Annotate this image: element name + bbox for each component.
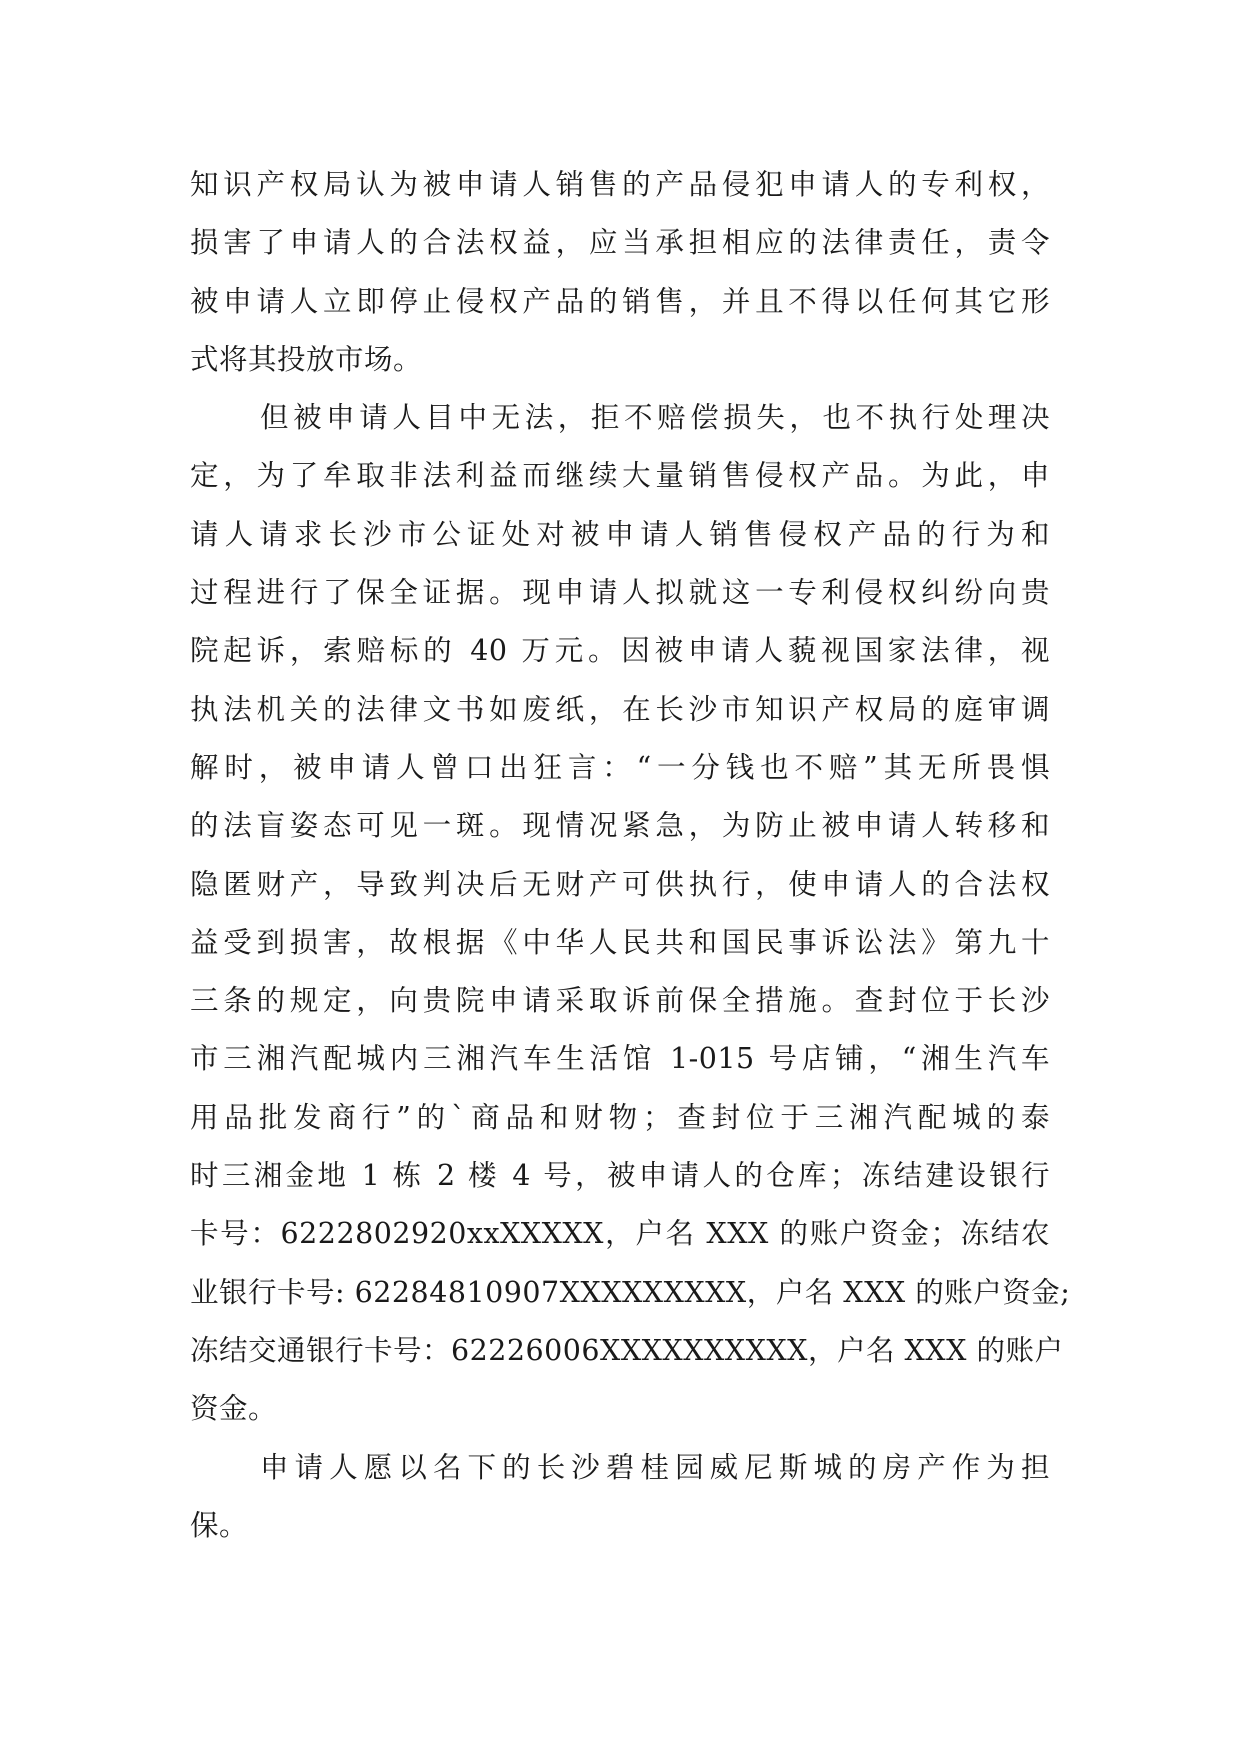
- text-line: 解时，被申请人曾口出狂言：“一分钱也不赔”其无所畏惧: [190, 750, 1050, 784]
- text-line: 业银行卡号: 62284810907XXXXXXXXX，户名 XXX 的账户资金;: [190, 1275, 1071, 1309]
- paragraph-3: [190, 1439, 1050, 1556]
- text-line: 益受到损害，故根据《中华人民共和国民事诉讼法》第九十: [190, 925, 1050, 959]
- text-line: 资金。: [190, 1392, 278, 1426]
- text-line: 院起诉，索赔标的 40 万元。因被申请人藐视国家法律，视: [190, 634, 1050, 668]
- text-line: 损害了申请人的合法权益，应当承担相应的法律责任，责令: [190, 226, 1050, 260]
- text-line: 市三湘汽配城内三湘汽车生活馆 1-015 号店铺，“湘生汽车: [190, 1042, 1050, 1076]
- text-line: 申请人愿以名下的长沙碧桂园威尼斯城的房产作为担: [260, 1450, 1050, 1484]
- text-line: 被申请人立即停止侵权产品的销售，并且不得以任何其它形: [190, 284, 1050, 318]
- text-line: 但被申请人目中无法，拒不赔偿损失，也不执行处理决: [260, 401, 1050, 435]
- text-line: 时三湘金地 1 栋 2 楼 4 号，被申请人的仓库；冻结建设银行: [190, 1159, 1050, 1193]
- document-body: [190, 156, 1071, 1555]
- text-line: 三条的规定，向贵院申请采取诉前保全措施。查封位于长沙: [190, 984, 1050, 1018]
- text-line: 式将其投放市场。: [190, 342, 423, 376]
- text-line: 保。: [190, 1508, 249, 1542]
- text-line: 隐匿财产，导致判决后无财产可供执行，使申请人的合法权: [190, 867, 1050, 901]
- text-line: 定，为了牟取非法利益而继续大量销售侵权产品。为此，申: [190, 459, 1050, 493]
- text-line: 卡号：6222802920xxXXXXX，户名 XXX 的账户资金；冻结农: [190, 1217, 1050, 1251]
- text-line: 冻结交通银行卡号：62226006XXXXXXXXXX，户名 XXX 的账户: [190, 1333, 1064, 1367]
- text-line: 的法盲姿态可见一斑。现情况紧急，为防止被申请人转移和: [190, 809, 1050, 843]
- text-line: 过程进行了保全证据。现申请人拟就这一专利侵权纠纷向贵: [190, 576, 1050, 610]
- text-line: 用品批发商行”的`商品和财物；查封位于三湘汽配城的泰: [190, 1100, 1050, 1134]
- paragraph-2: [190, 389, 1071, 1438]
- text-line: 知识产权局认为被申请人销售的产品侵犯申请人的专利权，: [190, 168, 1050, 201]
- text-line: 请人请求长沙市公证处对被申请人销售侵权产品的行为和: [190, 517, 1050, 551]
- text-line: 执法机关的法律文书如废纸，在长沙市知识产权局的庭审调: [190, 692, 1050, 726]
- paragraph-1: [190, 156, 1050, 389]
